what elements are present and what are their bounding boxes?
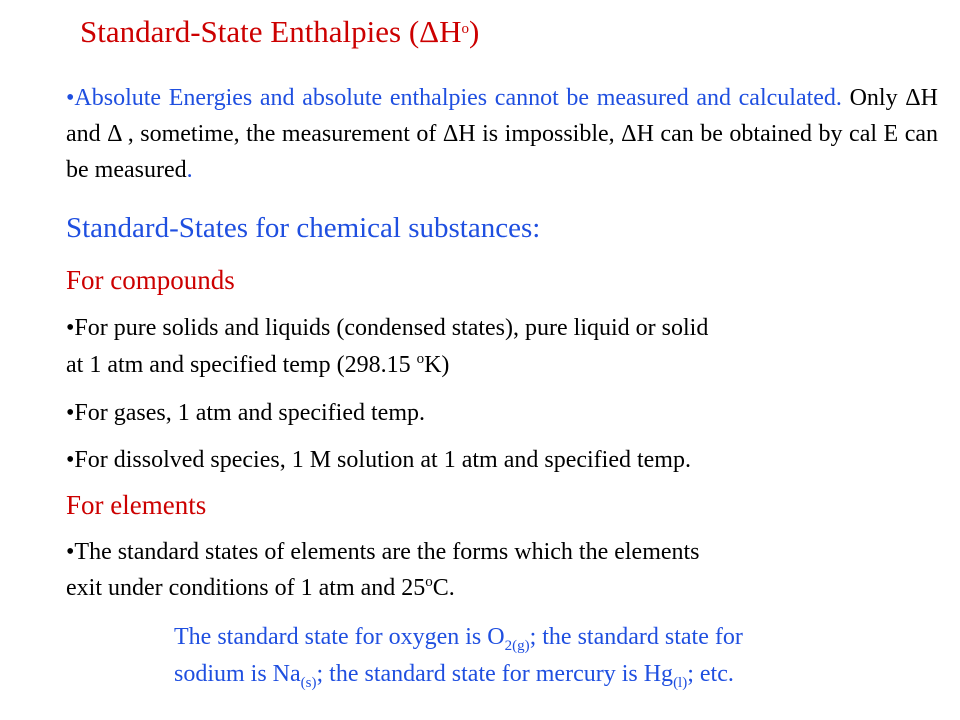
compounds-heading: For compounds <box>66 265 235 295</box>
title-main: Standard-State Enthalpies (ΔH <box>80 14 462 49</box>
example-oxygen-text: The standard state for oxygen is O <box>174 624 505 650</box>
example-line-1 <box>174 622 743 652</box>
degree-superscript: o <box>416 351 425 367</box>
elements-bullet-line-2 <box>66 573 455 603</box>
oxygen-subscript: 2(g) <box>504 638 530 654</box>
compounds-bullet-1-line-2-end: K) <box>424 352 450 378</box>
example-line-2 <box>174 659 734 689</box>
example-line-1-end: ; the standard state for <box>529 624 743 650</box>
example-mercury-text: ; the standard state for mercury is Hg <box>316 661 674 687</box>
compounds-bullet-3: •For dissolved species, 1 M solution at 1 atm and specified temp. <box>66 447 691 473</box>
standard-states-heading: Standard-States for chemical substances: <box>66 212 541 244</box>
compounds-bullet-2: •For gases, 1 atm and specified temp. <box>66 400 425 426</box>
mercury-subscript: (l) <box>673 675 688 691</box>
intro-body-text: Only ΔH and Δ , sometime, the measurement of ΔH is impossible, ΔH can be obtained by cal E can be measured <box>66 85 938 183</box>
compounds-bullet-1-line-2-text: at 1 atm and specified temp (298.15 <box>66 352 417 378</box>
slide-title <box>80 12 479 52</box>
title-superscript: o <box>461 21 470 37</box>
compounds-bullet-1-line-1: •For pure solids and liquids (condensed states), pure liquid or solid <box>66 315 709 341</box>
elements-bullet-line-2-text: exit under conditions of 1 atm and 25 <box>66 575 426 601</box>
elements-bullet-line-1: •The standard states of elements are the forms which the elements <box>66 539 700 565</box>
title-close: ) <box>469 14 480 49</box>
example-line-2-end: ; etc. <box>687 661 734 687</box>
example-sodium-text: sodium is Na <box>174 661 301 687</box>
compounds-bullet-1-line-2 <box>66 350 449 380</box>
intro-paragraph <box>66 80 938 188</box>
elements-heading: For elements <box>66 490 207 520</box>
intro-period: . <box>186 157 193 183</box>
sodium-subscript: (s) <box>300 675 317 691</box>
intro-bullet-text: •Absolute Energies and absolute enthalpies cannot be measured and calculated. <box>66 85 842 111</box>
degree-superscript: o <box>425 574 433 590</box>
elements-bullet-line-2-end: C. <box>432 575 455 601</box>
